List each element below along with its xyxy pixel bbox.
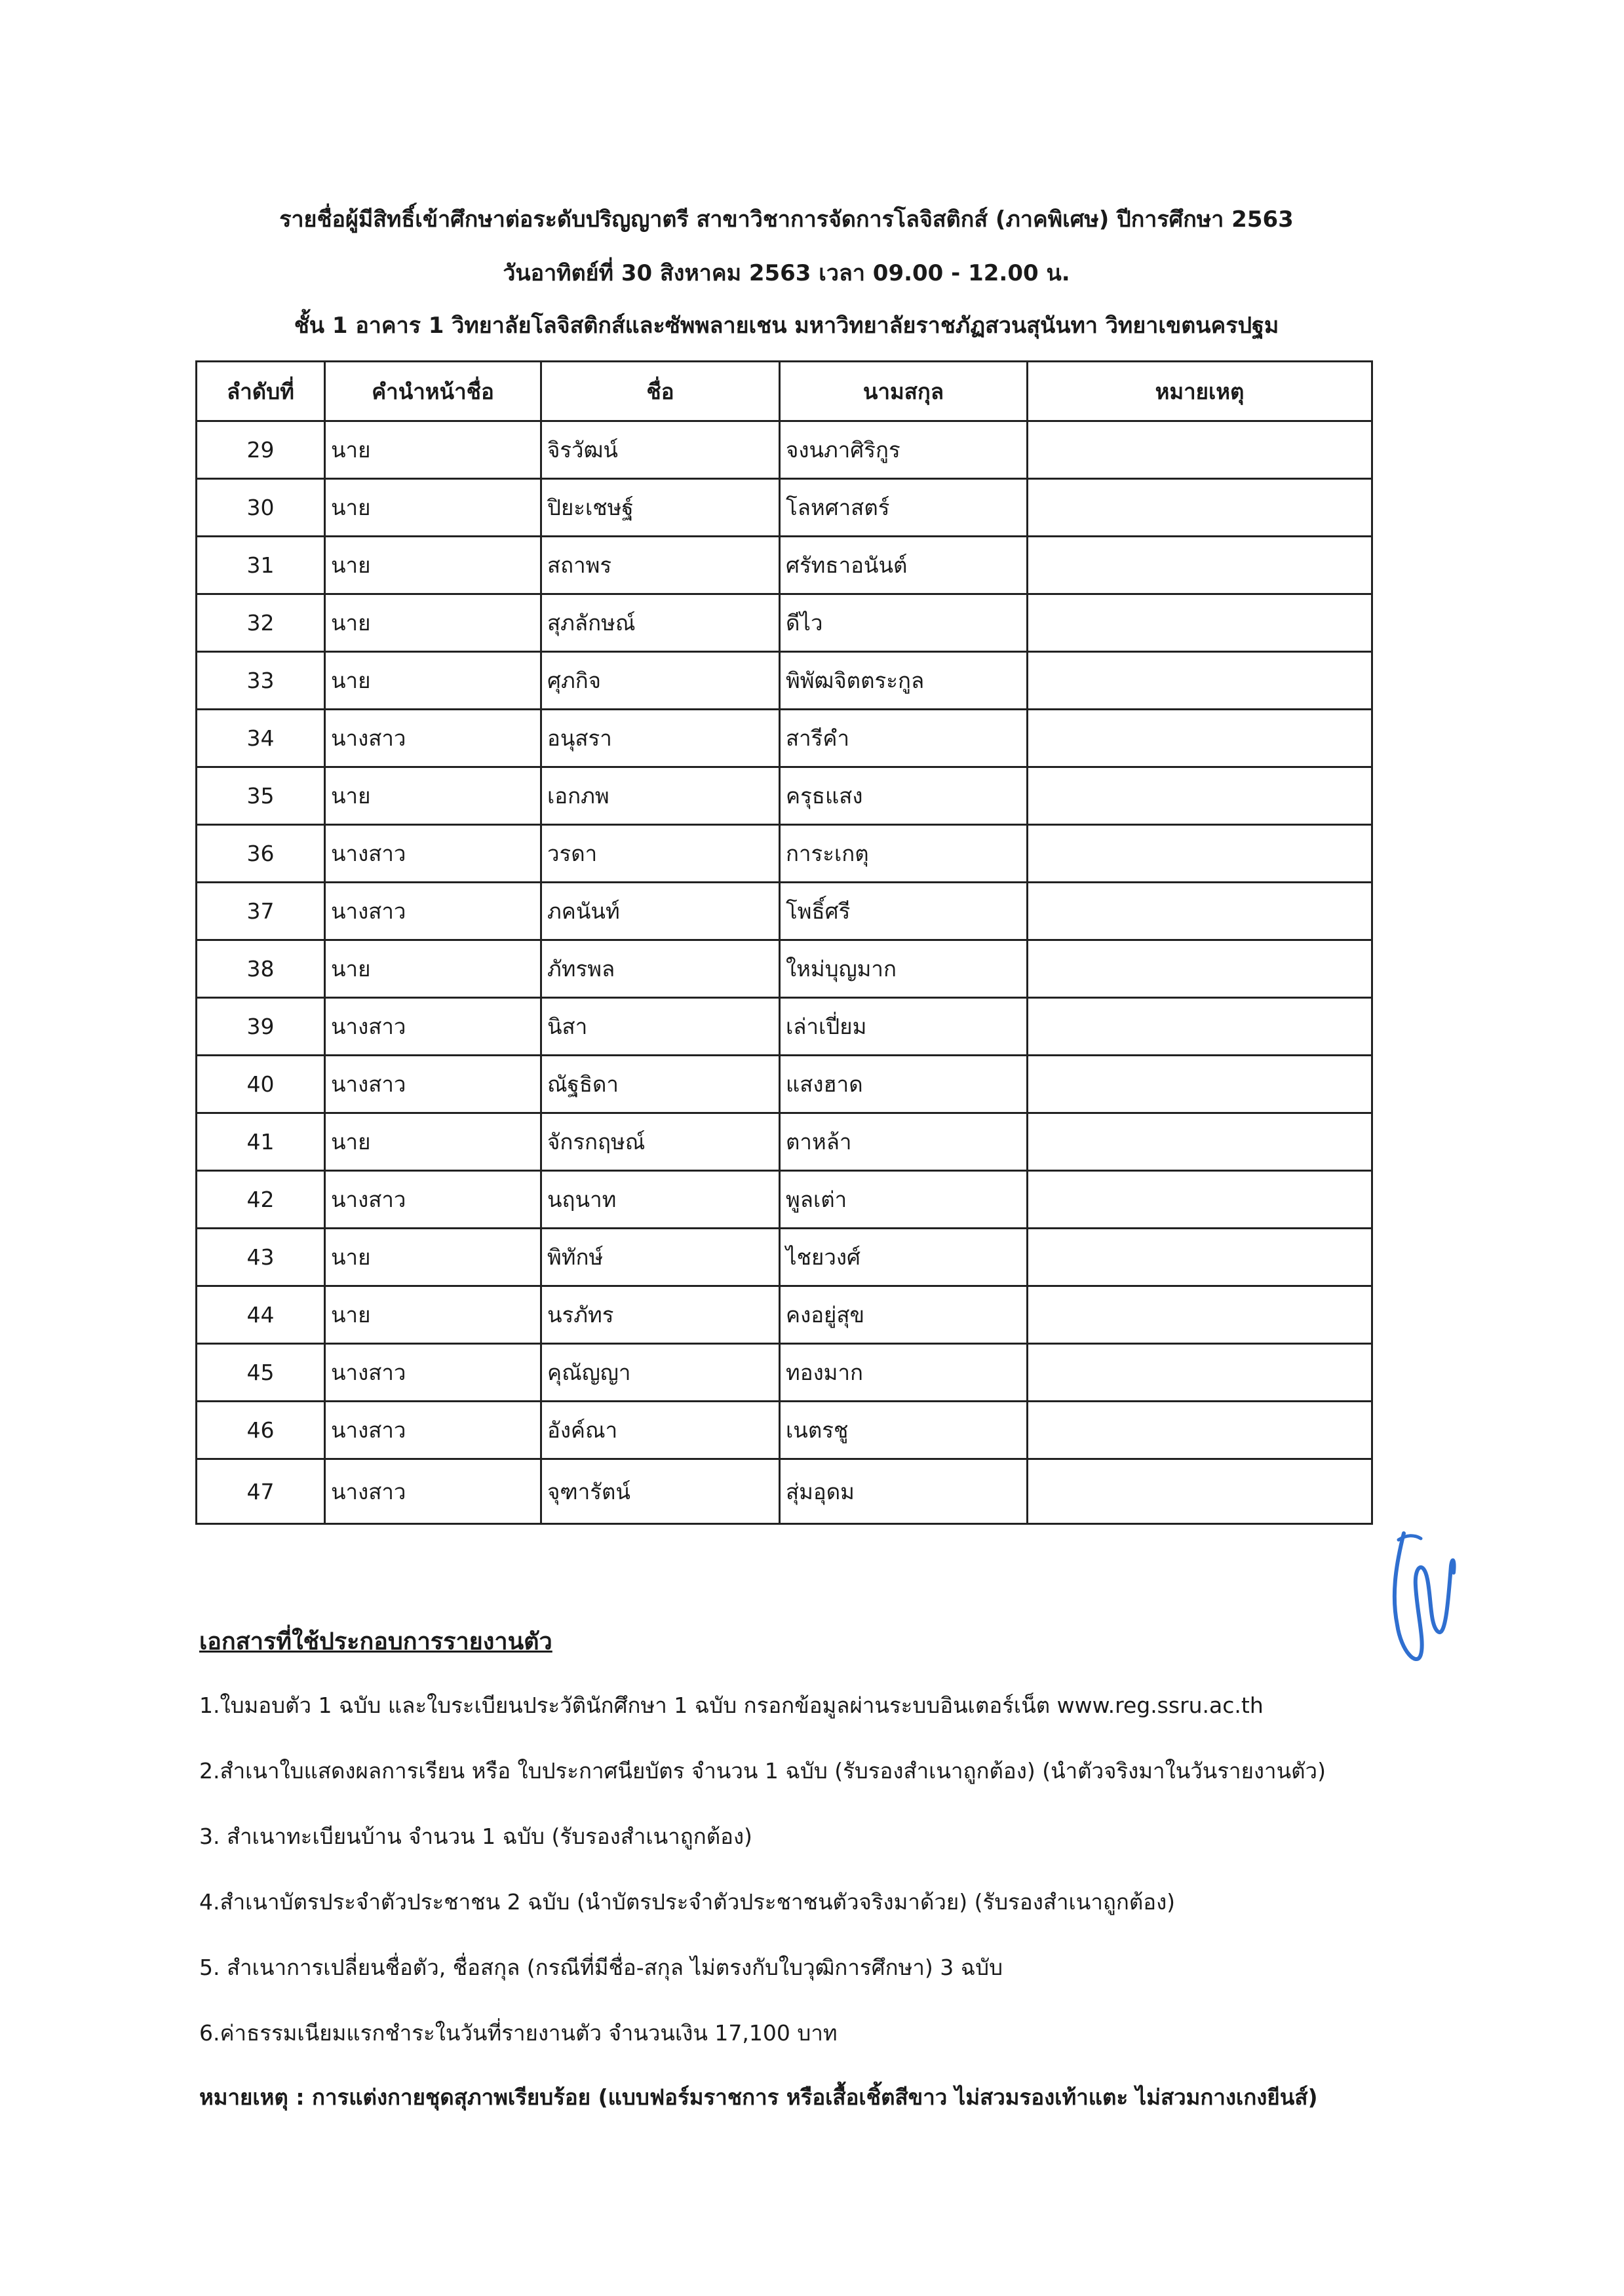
document-item-1: 1.ใบมอบตัว 1 ฉบับ และใบระเบียนประวัตินักศึกษา 1 ฉบับ กรอกข้อมูลผ่านระบบอินเตอร์เน็ต www.reg.ssru.ac.th [199, 1693, 1264, 1718]
cell-note [1028, 825, 1372, 883]
cell-note [1028, 940, 1372, 998]
cell-prefix: นางสาว [325, 1402, 541, 1459]
cell-order: 46 [197, 1402, 325, 1459]
table-row [197, 479, 1372, 537]
cell-last-name: ดีไว [780, 594, 1028, 652]
cell-order: 47 [197, 1459, 325, 1524]
cell-first-name: นรภัทร [541, 1286, 780, 1344]
cell-prefix: นางสาว [325, 825, 541, 883]
cell-first-name: สุภลักษณ์ [541, 594, 780, 652]
cell-order: 36 [197, 825, 325, 883]
cell-first-name: ปิยะเชษฐ์ [541, 479, 780, 537]
cell-first-name: อนุสรา [541, 710, 780, 767]
document-item-6: 6.ค่าธรรมเนียมแรกชำระในวันที่รายงานตัว จำนวนเงิน 17,100 บาท [199, 2020, 838, 2046]
cell-order: 29 [197, 421, 325, 479]
cell-order: 37 [197, 883, 325, 940]
cell-last-name: โลหศาสตร์ [780, 479, 1028, 537]
cell-last-name: พิพัฒจิตตระกูล [780, 652, 1028, 710]
cell-last-name: ทองมาก [780, 1344, 1028, 1402]
cell-order: 45 [197, 1344, 325, 1402]
table-row [197, 998, 1372, 1056]
cell-last-name: การะเกตุ [780, 825, 1028, 883]
cell-note [1028, 767, 1372, 825]
cell-prefix: นาย [325, 594, 541, 652]
cell-first-name: พิทักษ์ [541, 1229, 780, 1286]
cell-last-name: คงอยู่สุข [780, 1286, 1028, 1344]
cell-last-name: ครุธแสง [780, 767, 1028, 825]
column-header-last-name: นามสกุล [780, 362, 1028, 421]
cell-order: 40 [197, 1056, 325, 1113]
document-item-5: 5. สำเนาการเปลี่ยนชื่อตัว, ชื่อสกุล (กรณีที่มีชื่อ-สกุล ไม่ตรงกับใบวุฒิการศึกษา) 3 ฉบับ [199, 1955, 1003, 1980]
cell-prefix: นางสาว [325, 1459, 541, 1524]
column-header-first-name: ชื่อ [541, 362, 780, 421]
cell-last-name: ตาหล้า [780, 1113, 1028, 1171]
cell-note [1028, 1056, 1372, 1113]
cell-prefix: นางสาว [325, 1171, 541, 1229]
cell-note [1028, 1286, 1372, 1344]
table-row [197, 767, 1372, 825]
cell-prefix: นาย [325, 537, 541, 594]
table-header-row [197, 362, 1372, 421]
cell-first-name: อังค์ณา [541, 1402, 780, 1459]
exam-location: ชั้น 1 อาคาร 1 วิทยาลัยโลจิสติกส์และซัพพลายเชน มหาวิทยาลัยราชภัฏสวนสุนันทา วิทยาเขตนครปฐม [294, 313, 1279, 339]
cell-last-name: เนตรชู [780, 1402, 1028, 1459]
cell-note [1028, 883, 1372, 940]
cell-prefix: นาย [325, 940, 541, 998]
table-row [197, 1459, 1372, 1524]
cell-order: 39 [197, 998, 325, 1056]
table-row [197, 825, 1372, 883]
cell-first-name: จุฑารัตน์ [541, 1459, 780, 1524]
table-row [197, 883, 1372, 940]
cell-order: 33 [197, 652, 325, 710]
cell-last-name: โพธิ์ศรี [780, 883, 1028, 940]
cell-first-name: สถาพร [541, 537, 780, 594]
document-item-2: 2.สำเนาใบแสดงผลการเรียน หรือ ใบประกาศนียบัตร จำนวน 1 ฉบับ (รับรองสำเนาถูกต้อง) (นำตัวจริงมาในวันรายงานตัว) [199, 1758, 1326, 1784]
cell-note [1028, 710, 1372, 767]
cell-prefix: นางสาว [325, 1056, 541, 1113]
table-row [197, 1402, 1372, 1459]
cell-first-name: ภคนันท์ [541, 883, 780, 940]
table-row [197, 1056, 1372, 1113]
cell-order: 30 [197, 479, 325, 537]
student-roster-table [195, 360, 1373, 1525]
cell-note [1028, 1402, 1372, 1459]
cell-first-name: คุณัญญา [541, 1344, 780, 1402]
cell-prefix: นางสาว [325, 1344, 541, 1402]
cell-first-name: เอกภพ [541, 767, 780, 825]
cell-last-name: พูลเต่า [780, 1171, 1028, 1229]
cell-prefix: นางสาว [325, 883, 541, 940]
column-header-order: ลำดับที่ [197, 362, 325, 421]
cell-last-name: ศรัทธาอนันต์ [780, 537, 1028, 594]
cell-order: 43 [197, 1229, 325, 1286]
cell-last-name: เล่าเปี่ยม [780, 998, 1028, 1056]
table-row [197, 652, 1372, 710]
cell-note [1028, 998, 1372, 1056]
cell-prefix: นาย [325, 767, 541, 825]
cell-order: 31 [197, 537, 325, 594]
table-row [197, 1171, 1372, 1229]
cell-first-name: นฤนาท [541, 1171, 780, 1229]
cell-note [1028, 537, 1372, 594]
cell-first-name: ภัทรพล [541, 940, 780, 998]
table-row [197, 1344, 1372, 1402]
cell-note [1028, 1344, 1372, 1402]
cell-last-name: ใหม่บุญมาก [780, 940, 1028, 998]
table-row [197, 940, 1372, 998]
cell-first-name: ณัฐธิดา [541, 1056, 780, 1113]
cell-first-name: จิรวัฒน์ [541, 421, 780, 479]
table-row [197, 1286, 1372, 1344]
cell-first-name: จักรกฤษณ์ [541, 1113, 780, 1171]
cell-note [1028, 594, 1372, 652]
document-title: รายชื่อผู้มีสิทธิ์เข้าศึกษาต่อระดับปริญญาตรี สาขาวิชาการจัดการโลจิสติกส์ (ภาคพิเศษ) ปีการศึกษา 2563 [279, 206, 1294, 233]
table-row [197, 537, 1372, 594]
cell-last-name: ไชยวงศ์ [780, 1229, 1028, 1286]
cell-order: 32 [197, 594, 325, 652]
cell-prefix: นาย [325, 1113, 541, 1171]
cell-order: 42 [197, 1171, 325, 1229]
cell-last-name: สารีคำ [780, 710, 1028, 767]
cell-order: 35 [197, 767, 325, 825]
cell-note [1028, 1459, 1372, 1524]
document-item-4: 4.สำเนาบัตรประจำตัวประชาชน 2 ฉบับ (นำบัตรประจำตัวประชาชนตัวจริงมาด้วย) (รับรองสำเนาถูกต้อง) [199, 1889, 1176, 1915]
column-header-prefix: คำนำหน้าชื่อ [325, 362, 541, 421]
documents-title: เอกสารที่ใช้ประกอบการรายงานตัว [199, 1628, 552, 1655]
cell-prefix: นาย [325, 421, 541, 479]
cell-note [1028, 1171, 1372, 1229]
cell-note [1028, 421, 1372, 479]
document-item-3: 3. สำเนาทะเบียนบ้าน จำนวน 1 ฉบับ (รับรองสำเนาถูกต้อง) [199, 1824, 752, 1849]
column-header-note: หมายเหตุ [1028, 362, 1372, 421]
table-row [197, 421, 1372, 479]
cell-order: 41 [197, 1113, 325, 1171]
cell-order: 34 [197, 710, 325, 767]
cell-note [1028, 652, 1372, 710]
cell-order: 38 [197, 940, 325, 998]
cell-last-name: จงนภาศิริกูร [780, 421, 1028, 479]
cell-first-name: นิสา [541, 998, 780, 1056]
cell-order: 44 [197, 1286, 325, 1344]
cell-note [1028, 479, 1372, 537]
table-row [197, 594, 1372, 652]
exam-date-time: วันอาทิตย์ที่ 30 สิงหาคม 2563 เวลา 09.00 - 12.00 น. [503, 260, 1070, 286]
cell-prefix: นางสาว [325, 998, 541, 1056]
cell-last-name: สุ่มอุดม [780, 1459, 1028, 1524]
cell-first-name: วรดา [541, 825, 780, 883]
cell-prefix: นาย [325, 652, 541, 710]
table-row [197, 1113, 1372, 1171]
cell-first-name: ศุภกิจ [541, 652, 780, 710]
cell-prefix: นางสาว [325, 710, 541, 767]
cell-prefix: นาย [325, 479, 541, 537]
cell-prefix: นาย [325, 1286, 541, 1344]
dress-code-remark: หมายเหตุ : การแต่งกายชุดสุภาพเรียบร้อย (แบบฟอร์มราชการ หรือเสื้อเชิ้ตสีขาว ไม่สวมรองเท้าแตะ ไม่สวมกางเกงยีนส์) [199, 2084, 1318, 2110]
cell-note [1028, 1229, 1372, 1286]
signature-mark [1378, 1520, 1463, 1677]
table-row [197, 710, 1372, 767]
cell-prefix: นาย [325, 1229, 541, 1286]
cell-note [1028, 1113, 1372, 1171]
cell-last-name: แสงฮาด [780, 1056, 1028, 1113]
table-row [197, 1229, 1372, 1286]
